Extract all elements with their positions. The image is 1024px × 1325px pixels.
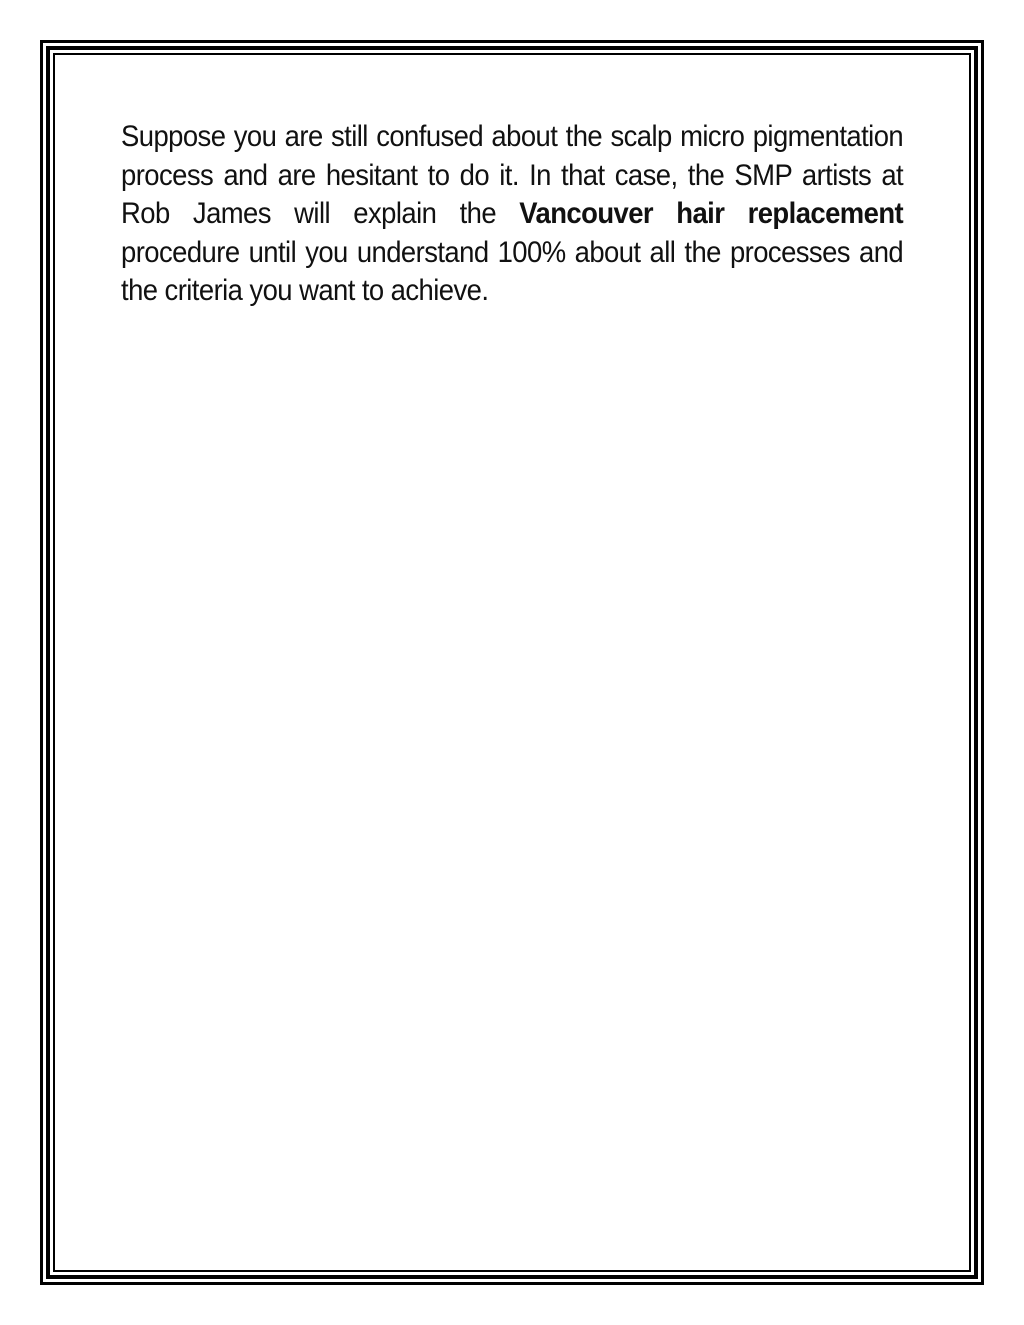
bold-keyword-link: Vancouver hair replacement — [519, 197, 904, 230]
paragraph-text-end: procedure until you understand 100% about all the processes and the criteria you want to achieve. — [121, 235, 904, 307]
paragraph-text-start: Suppose you are still confused about the scalp micro pigmentation process and are hesitant to do it. In that case, the SMP artists at Rob James will explain the — [121, 120, 904, 230]
body-paragraph — [121, 118, 903, 311]
